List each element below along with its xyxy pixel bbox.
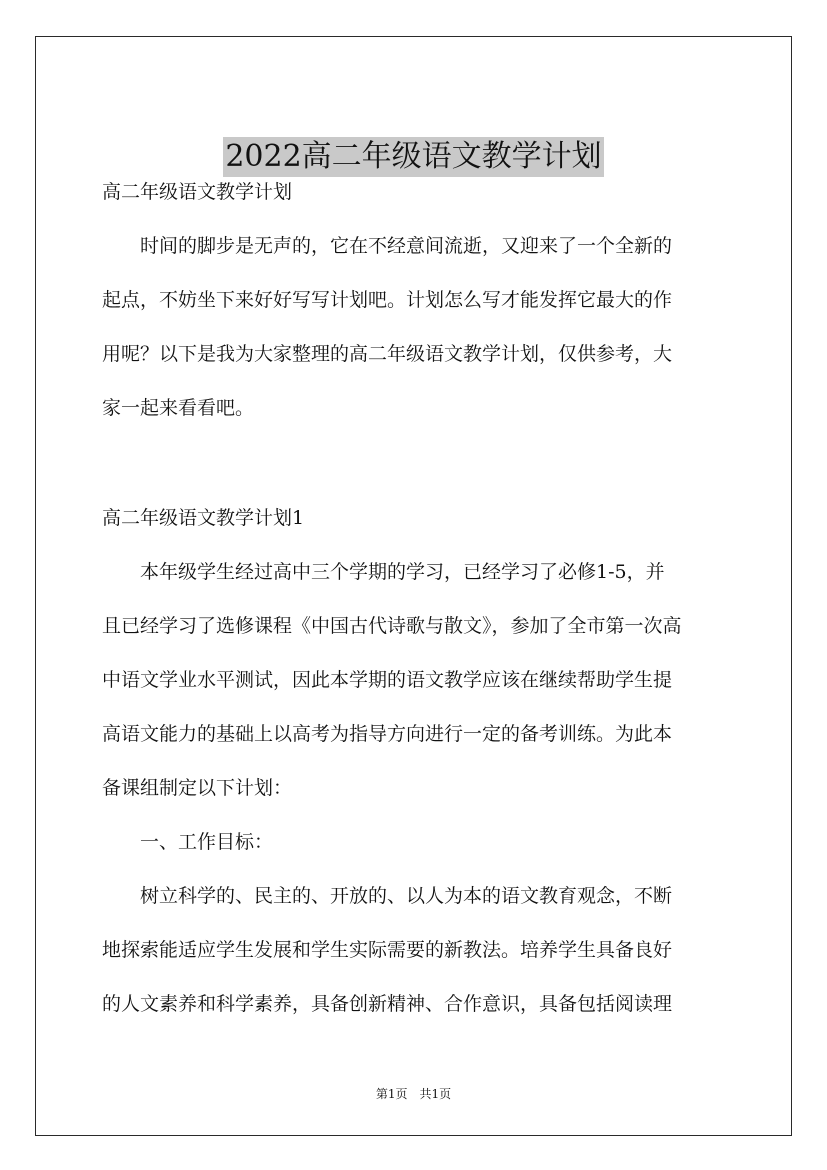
page-footer: 第1页 共1页: [375, 1087, 452, 1101]
paragraph-line: 且已经学习了选修课程《中国古代诗歌与散文》，参加了全市第一次高: [102, 615, 682, 637]
paragraph-line: 备课组制定以下计划：: [102, 777, 293, 799]
paragraph-line: 中语文学业水平测试，因此本学期的语文教学应该在继续帮助学生提: [102, 669, 673, 691]
paragraph-line: 本年级学生经过高中三个学期的学习，已经学习了必修1-5，并: [102, 561, 665, 583]
subsection-heading: 一、工作目标：: [102, 831, 274, 853]
paragraph-line: 的人文素养和科学素养，具备创新精神、合作意识，具备包括阅读理: [102, 993, 673, 1015]
paragraph-line: 时间的脚步是无声的，它在不经意间流逝，又迎来了一个全新的: [102, 235, 673, 257]
paragraph-line: 用呢？以下是我为大家整理的高二年级语文教学计划，仅供参考，大: [102, 343, 673, 365]
paragraph-line: 起点，不妨坐下来好好写写计划吧。计划怎么写才能发挥它最大的作: [102, 289, 673, 311]
paragraph-line: 树立科学的、民主的、开放的、以人为本的语文教育观念，不断: [102, 885, 673, 907]
paragraph-line: 家一起来看看吧。: [102, 397, 255, 419]
paragraph-line: 地探索能适应学生发展和学生实际需要的新教法。培养学生具备良好: [102, 939, 673, 961]
title-wrap: [36, 137, 791, 177]
paragraph-line: 高语文能力的基础上以高考为指导方向进行一定的备考训练。为此本: [102, 723, 673, 745]
section-heading: 高二年级语文教学计划1: [102, 507, 305, 529]
document-title: 2022高二年级语文教学计划: [223, 137, 603, 177]
section-heading: 高二年级语文教学计划: [102, 181, 293, 203]
